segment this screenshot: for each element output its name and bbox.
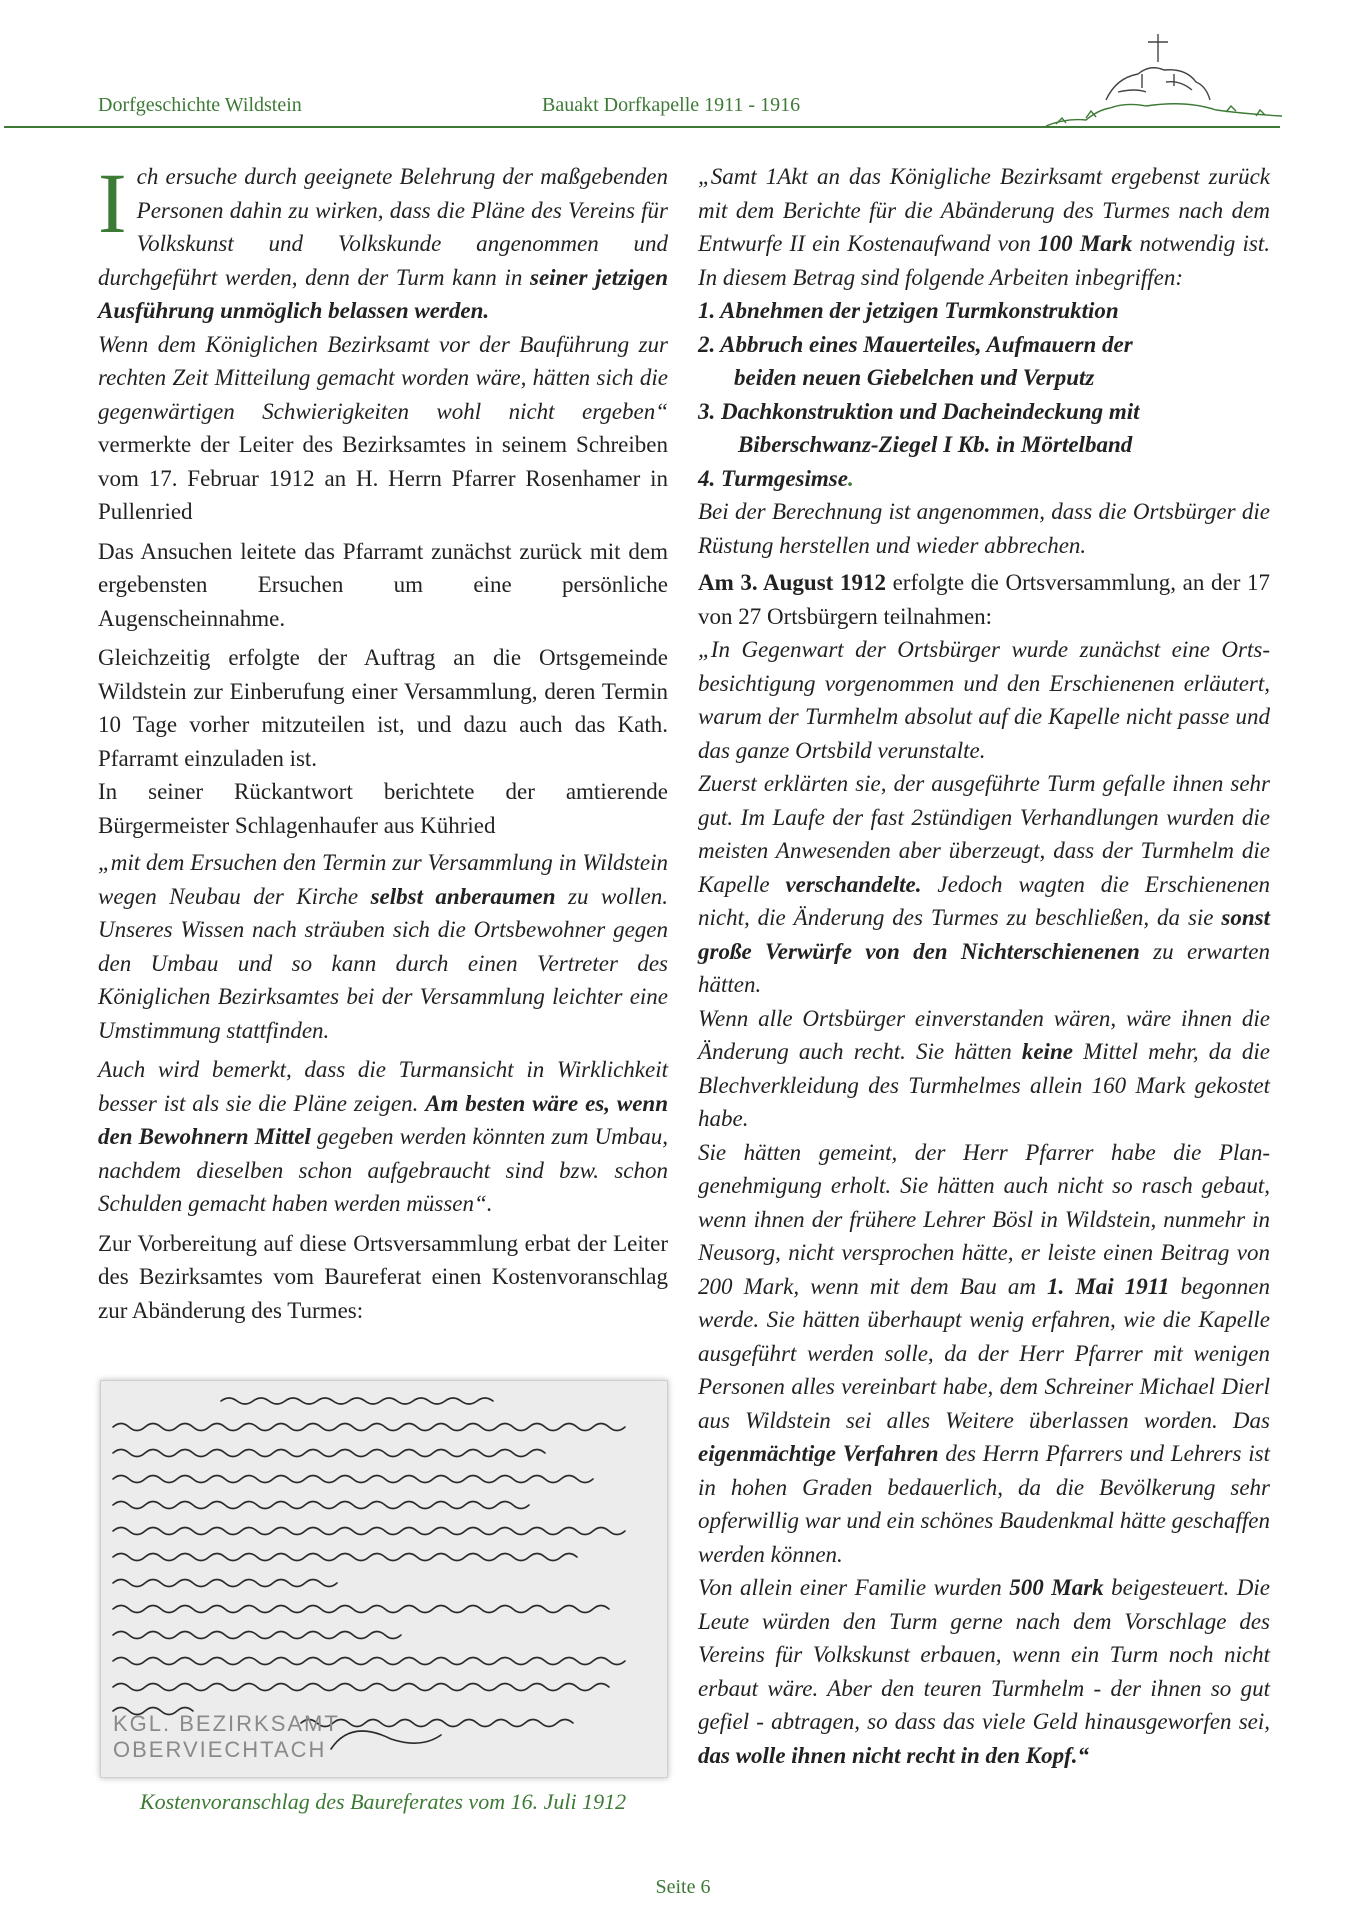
text-run: Von allein einer Familie wurden [698,1575,1010,1600]
text-run: Jedoch wagten die Erschienenen nicht, die Änderung des Turmes zu beschließen, da sie [698,871,1270,930]
header-left-title: Dorfgeschichte Wildstein [98,94,302,116]
handwritten-document-image [100,1380,668,1778]
text-run: „Samt 1Akt an das Königliche Bezirksamt ergebenst zurück mit dem Berichte für die Abänderung des Turmes nach dem Entwurfe II ein Kostenaufwand von [698,164,1270,256]
left-column [98,155,668,1327]
list-item: 1. Abnehmen der jetzigen Turmkonstruktion [698,298,1119,323]
list-item [698,462,1270,496]
text-run: notwendig ist. In diesem Betrag sind folgende Arbeiten inbegriffen: [698,231,1271,290]
paragraph [698,160,1270,294]
list-item-period: . [847,465,854,491]
text-run: vermerkte der Leiter des Bezirksamtes in seinem Schreiben vom 17. Februar 1912 an H. Herrn Pfarrer Rosenhamer in Pullenried [98,432,668,524]
paragraph [698,566,1270,633]
paragraph [98,328,668,529]
list-item: 3. Dachkonstruktion und Dacheindeckung mit [698,398,1140,424]
text-run: erfolgte die Ortsversammlung, an der 17 von 27 Ortsbürgern teilnahmen: [698,570,1270,629]
figure-caption: Kostenvoranschlag des Baureferates vom 16. Juli 1912 [139,1789,627,1814]
text-run: begonnen werde. Sie hätten überhaupt wenig erfahren, wie die Kapelle ausgeführt werden solle, da der Herr Pfarrer mit wenigen Personen alles vereinbart habe, dem Schreiner Michael Dierl aus Wildstein sei alles Weitere überlassen worden. Das [698,1273,1270,1433]
list-item: beiden neuen Giebelchen und Verputz [734,365,1095,390]
paragraph: In seiner Rückantwort berichtete der amtierende Bürgermeister Schlagenhaufer aus Kühried [98,779,668,838]
header-center-title: Bauakt Dorfkapelle 1911 - 1916 [542,94,801,116]
text-run: des Herrn Pfarrers und Lehrers ist in hohen Graden bedauerlich, da die Bevölkerung sehr opferwillig war und ein schönes Baudenkmal hätte geschaffen werden können. [698,1441,1270,1567]
text-run: Sie hätten gemeint, der Herr Pfarrer habe die Plangenehmigung erholt. Sie hätten auch nicht so rasch gebaut, wenn ihnen der frühere Lehrer Bösl in Wildstein, nunmehr in Neusorg, nicht versprochen hätte, er leiste einen Beitrag von 200 Mark, wenn mit dem Bau am [698,1139,1270,1299]
paragraph [698,1136,1270,1572]
text-run: beigesteuert. Die Leute würden den Turm gerne nach dem Vorschlage des Vereins für Volkskunst erbauen, wenn ein Turm noch nicht erbaut wäre. Aber den teuren Turmhelm - der ihnen so gut gefiel - abtragen, so dass das viele Geld hinausgeworfen sei, [698,1575,1270,1734]
paragraph [98,846,668,1047]
text-run: keine [1021,1039,1073,1064]
text-run: 1. Mai 1911 [1047,1273,1170,1299]
text-run: selbst anberaumen [370,883,556,909]
text-run: Wenn alle Ortsbürger einverstanden wären, wäre ihnen die Änderung auch recht. Sie hätten [698,1005,1270,1064]
text-run: das wolle ihnen nicht recht in den Kopf.“ [698,1742,1090,1768]
text-run: 500 Mark [1009,1575,1104,1600]
paragraph [698,767,1270,1002]
paragraph: Bei der Berechnung ist angenommen, dass die Ortsbürger die Rüstung herstellen und wieder abbrechen. [698,499,1270,558]
paragraph: Gleichzeitig erfolgte der Auftrag an die Ortsgemeinde Wildstein zur Einberufung einer Versammlung, deren Termin 10 Tage vorher mitzuteilen ist, und dazu auch das Kath. Pfarramt einzuladen ist. [98,645,668,771]
paragraph: Zur Vorbereitung auf diese Ortsversammlung erbat der Leiter des Bezirksamtes vom Baureferat einen Kostenvoranschlag zur Abänderung des Turmes: [98,1230,668,1323]
text-run: seiner jetzigen Ausführung unmöglich belassen werden. [98,264,668,323]
list-item: Biberschwanz-Ziegel I Kb. in Mörtelband [738,432,1133,457]
paragraph [698,1571,1270,1772]
church-on-hill-icon [1046,30,1282,132]
paragraph [698,1002,1270,1136]
cost-list [698,294,1270,495]
text-run: Mittel mehr, da die Blechverkleidung des Turmhelmes allein 160 Mark gekostet habe. [698,1039,1270,1131]
text-run: Am 3. August 1912 [698,570,886,595]
text-run: verschandelte. [785,871,922,897]
text-run: ch ersuche durch geeignete Belehrung der maßgebenden Personen dahin zu wirken, dass die Pläne des Vereins für Volkskunst und Volkskunde angenommen und durchgeführt werden, denn der Turm kann in [98,164,668,290]
text-run: 100 Mark [1038,231,1133,256]
text-run: Auch wird bemerkt, dass die Turmansicht in Wirklichkeit besser ist als sie die Pläne zeigen. [98,1057,668,1116]
text-run: Am besten wäre es, wenn den Bewohnern Mittel [98,1090,668,1149]
stamp-text: OBERVIECHTACH [113,1737,327,1762]
text-run: sonst große Verwürfe von den Nichterschienenen [698,905,1270,964]
text-run: zu erwarten hätten. [698,938,1271,997]
paragraph: „In Gegenwart der Ortsbürger wurde zunächst eine Ortsbesichtigung vorgenommen und den Erschienenen erläutert, warum der Turmhelm absolut auf die Kapelle nicht passe und das ganze Ortsbild verunstalte. [698,637,1270,763]
text-run: zu wollen. Unseres Wissen nach sträuben sich die Ortsbewohner gegen den Umbau und so kann durch einen Vertreter des Königlichen Bezirksamtes bei der Versammlung leichter eine Umstimmung stattfinden. [98,883,668,1043]
paragraph: Das Ansuchen leitete das Pfarramt zunächst zurück mit dem ergebensten Ersuchen um eine persönliche Augenscheinnahme. [98,538,668,631]
drop-cap: I [98,155,127,251]
stamp-text: KGL. BEZIRKSAMT [113,1711,340,1736]
list-item: 2. Abbruch eines Mauerteiles, Aufmauern der [698,331,1133,357]
text-run: eigenmächtige Verfahren [698,1441,939,1466]
list-item-text: 4. Turmgesimse [698,465,848,491]
text-run: Zuerst erklärten sie, der ausgeführte Turm gefalle ihnen sehr gut. Im Laufe der fast 2stündigen Verhandlungen wurden die meisten Anwesenden aber überzeugt, dass der Turmhelm die Kapelle [698,771,1270,897]
right-column [698,160,1270,1772]
text-run: Wenn dem Königlichen Bezirksamt vor der Bauführung zur rechten Zeit Mitteilung gemacht worden wäre, hätten sich die gegenwärtigen Schwierigkeiten wohl nicht ergeben“ [98,331,668,424]
paragraph [98,1053,668,1221]
text-run: gegeben werden könnten zum Umbau, nachdem dieselben schon aufgebraucht sind bzw. schon Schulden gemacht haben werden müssen“. [98,1124,668,1216]
paragraph-intro [98,155,668,328]
page-number: Seite 6 [655,1876,711,1898]
text-run: „mit dem Ersuchen den Termin zur Versammlung in Wildstein wegen Neubau der Kirche [98,850,668,909]
